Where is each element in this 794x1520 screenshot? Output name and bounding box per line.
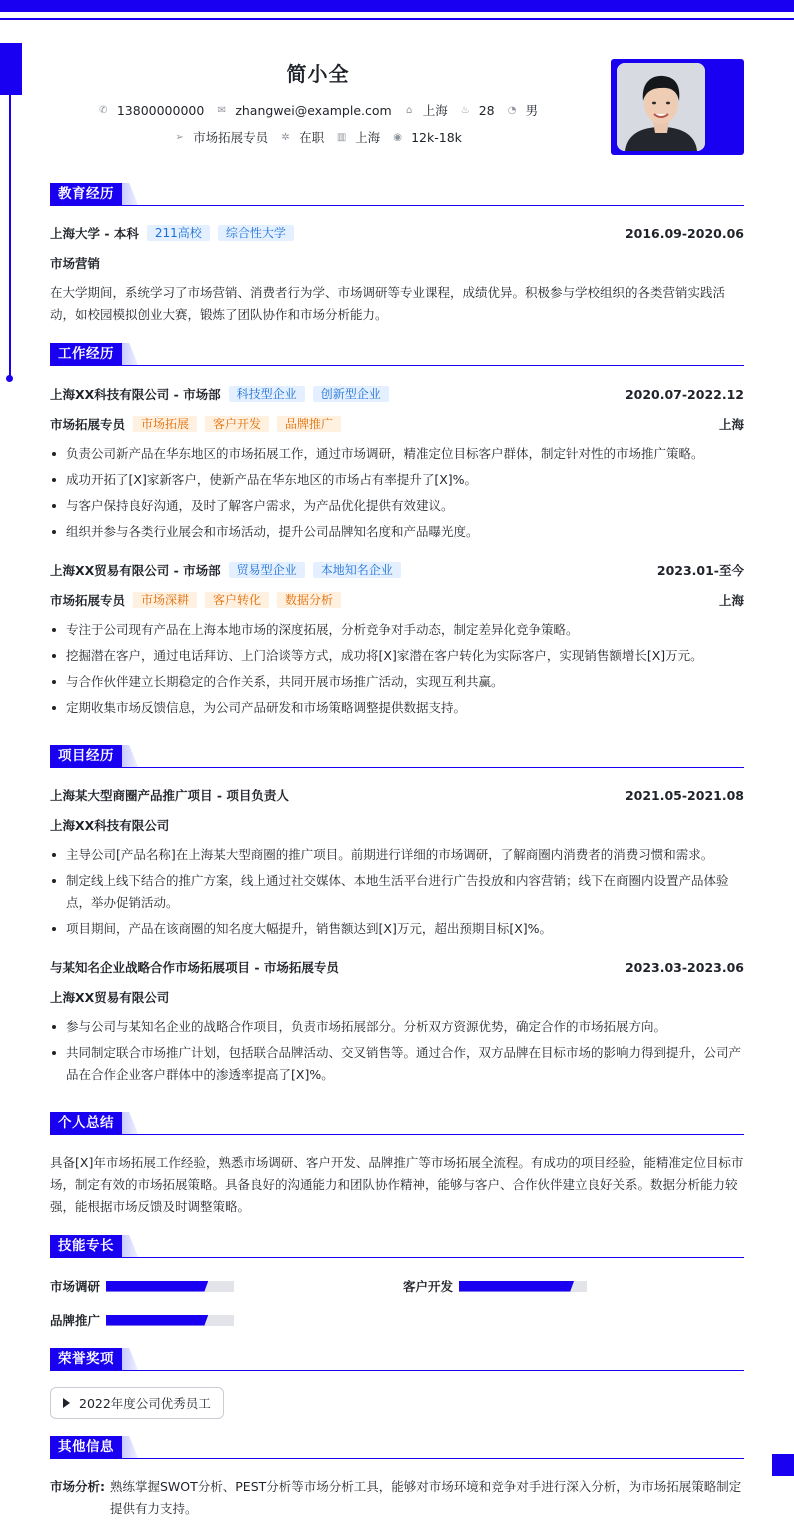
building-icon: ▥ bbox=[336, 131, 347, 143]
work-location: 上海 bbox=[718, 593, 744, 608]
position-tag: 客户开发 bbox=[205, 416, 269, 432]
project-company: 上海XX科技有限公司 bbox=[50, 818, 170, 833]
company-name: 上海XX科技有限公司 - 市场部 bbox=[50, 387, 221, 402]
skill-item bbox=[403, 1277, 587, 1295]
position-tag: 客户转化 bbox=[205, 592, 269, 608]
gear-icon: ✲ bbox=[281, 131, 290, 143]
section-projects bbox=[50, 745, 744, 769]
school-tag: 综合性大学 bbox=[218, 225, 294, 241]
phone-value: 13800000000 bbox=[116, 102, 205, 118]
left-accent-dot bbox=[6, 375, 13, 382]
list-item: 主导公司[产品名称]在上海某大型商圈的推广项目。前期进行详细的市场调研，了解商圈内消费者的消费习惯和需求。 bbox=[50, 844, 744, 866]
skill-item bbox=[50, 1277, 234, 1295]
project-company: 上海XX贸易有限公司 bbox=[50, 990, 170, 1005]
project-date: 2021.05-2021.08 bbox=[624, 787, 744, 803]
cake-icon: ♨ bbox=[460, 104, 470, 116]
section-skills bbox=[50, 1235, 744, 1259]
other-info-key: 市场分析: bbox=[50, 1479, 105, 1494]
work-date: 2020.07-2022.12 bbox=[624, 386, 744, 402]
work-location: 上海 bbox=[718, 417, 744, 432]
section-education-title: 教育经历 bbox=[50, 183, 122, 205]
work-2-header bbox=[50, 561, 744, 579]
award-item[interactable] bbox=[50, 1387, 224, 1419]
skill-bar-fill bbox=[106, 1315, 208, 1326]
top-accent-bar bbox=[0, 0, 794, 12]
project-2-company-row bbox=[50, 988, 744, 1006]
top-accent-line bbox=[0, 18, 794, 20]
education-header bbox=[50, 224, 744, 242]
section-work-title: 工作经历 bbox=[50, 343, 122, 365]
section-honors-title: 荣誉奖项 bbox=[50, 1348, 122, 1370]
target-city-value: 上海 bbox=[355, 130, 381, 145]
contact-row bbox=[0, 101, 636, 119]
position-name: 市场拓展专员 bbox=[50, 417, 126, 432]
section-divider bbox=[50, 1257, 744, 1258]
section-summary bbox=[50, 1112, 744, 1136]
skill-bar bbox=[106, 1315, 234, 1326]
list-item: 专注于公司现有产品在上海本地市场的深度拓展，分析竞争对手动态，制定差异化竞争策略。 bbox=[50, 619, 744, 641]
skill-item bbox=[50, 1311, 234, 1329]
company-tag: 本地知名企业 bbox=[313, 562, 401, 578]
home-icon: ⌂ bbox=[406, 104, 413, 116]
skill-name: 客户开发 bbox=[403, 1279, 454, 1294]
status-item bbox=[280, 128, 324, 146]
position-name: 市场拓展专员 bbox=[50, 593, 126, 608]
section-honors bbox=[50, 1348, 744, 1372]
section-other-title: 其他信息 bbox=[50, 1436, 122, 1458]
list-item: 共同制定联合市场推广计划，包括联合品牌活动、交叉销售等。通过合作，双方品牌在目标市场的影响力得到提升，公司产品在合作企业客户群体中的渗透率提高了[X]%。 bbox=[50, 1042, 744, 1086]
list-item: 与合作伙伴建立长期稳定的合作关系，共同开展市场推广活动，实现互利共赢。 bbox=[50, 671, 744, 693]
section-projects-title: 项目经历 bbox=[50, 745, 122, 767]
list-item: 参与公司与某知名企业的战略合作项目，负责市场拓展部分。分析双方资源优势，确定合作的市场拓展方向。 bbox=[50, 1016, 744, 1038]
expand-triangle-icon bbox=[63, 1398, 70, 1408]
age-item bbox=[460, 103, 495, 118]
position-tag: 数据分析 bbox=[277, 592, 341, 608]
section-summary-title: 个人总结 bbox=[50, 1112, 122, 1134]
school-tag: 211高校 bbox=[147, 225, 210, 241]
education-description: 在大学期间，系统学习了市场营销、消费者行为学、市场调研等专业课程，成绩优异。积极参与学校组织的各类营销实践活动，如校园模拟创业大赛，锻炼了团队协作和市场分析能力。 bbox=[50, 285, 726, 322]
section-other bbox=[50, 1436, 744, 1460]
project-title: 与某知名企业战略合作市场拓展项目 - 市场拓展专员 bbox=[50, 960, 339, 975]
other-info-item bbox=[50, 1476, 744, 1520]
salary-value: 12k-18k bbox=[411, 129, 462, 145]
work-date: 2023.01-至今 bbox=[656, 563, 744, 578]
position-tag: 市场拓展 bbox=[133, 416, 197, 432]
major: 市场营销 bbox=[50, 256, 101, 271]
section-decoration bbox=[122, 1235, 138, 1257]
gender-value: 男 bbox=[525, 103, 539, 118]
position-tag: 品牌推广 bbox=[277, 416, 341, 432]
city-item bbox=[404, 101, 448, 119]
section-decoration bbox=[122, 183, 138, 205]
photo-frame bbox=[611, 59, 744, 155]
section-divider bbox=[50, 1458, 744, 1459]
status-value: 在职 bbox=[299, 130, 325, 145]
project-date: 2023.03-2023.06 bbox=[624, 959, 744, 975]
company-tag: 科技型企业 bbox=[229, 386, 305, 402]
target-city-item bbox=[336, 128, 380, 146]
city-value: 上海 bbox=[422, 103, 448, 118]
section-decoration bbox=[122, 745, 138, 767]
phone-icon: ✆ bbox=[99, 104, 108, 116]
intention-row bbox=[0, 128, 636, 146]
project-1-company-row bbox=[50, 816, 744, 834]
section-divider bbox=[50, 205, 744, 206]
list-item: 挖掘潜在客户，通过电话拜访、上门洽谈等方式，成功将[X]家潜在客户转化为实际客户，实现销售额增长[X]万元。 bbox=[50, 645, 744, 667]
skill-bar bbox=[459, 1281, 587, 1292]
section-divider bbox=[50, 1370, 744, 1371]
list-item: 项目期间，产品在该商圈的知名度大幅提升，销售额达到[X]万元，超出预期目标[X]%。 bbox=[50, 918, 744, 940]
job-item bbox=[174, 128, 268, 146]
list-item: 定期收集市场反馈信息，为公司产品研发和市场策略调整提供数据支持。 bbox=[50, 697, 744, 719]
education-date: 2016.09-2020.06 bbox=[624, 225, 744, 241]
section-decoration bbox=[122, 1112, 138, 1134]
position-tag: 市场深耕 bbox=[133, 592, 197, 608]
candidate-name: 简小全 bbox=[286, 62, 350, 86]
section-skills-title: 技能专长 bbox=[50, 1235, 122, 1257]
age-value: 28 bbox=[478, 102, 495, 118]
list-item: 成功开拓了[X]家新客户，使新产品在华东地区的市场占有率提升了[X]%。 bbox=[50, 469, 744, 491]
avatar bbox=[617, 63, 705, 151]
award-text: 2022年度公司优秀员工 bbox=[79, 1396, 211, 1411]
gender-icon: ◔ bbox=[507, 104, 517, 116]
list-item: 负责公司新产品在华东地区的市场拓展工作，通过市场调研，精准定位目标客户群体，制定针对性的市场推广策略。 bbox=[50, 443, 744, 465]
section-decoration bbox=[122, 1348, 138, 1370]
list-item: 与客户保持良好沟通，及时了解客户需求，为产品优化提供有效建议。 bbox=[50, 495, 744, 517]
phone-item bbox=[98, 103, 204, 118]
skill-name: 品牌推广 bbox=[50, 1313, 101, 1328]
section-education bbox=[50, 183, 744, 207]
coin-icon: ◉ bbox=[393, 131, 402, 143]
work-1-position-row bbox=[50, 415, 744, 433]
work-2-position-row bbox=[50, 591, 744, 609]
other-info-value: 熟练掌握SWOT分析、PEST分析等市场分析工具，能够对市场环境和竞争对手进行深入分析，为市场拓展策略制定提供有力支持。 bbox=[110, 1479, 742, 1516]
section-decoration bbox=[122, 1436, 138, 1458]
section-divider bbox=[50, 1134, 744, 1135]
company-tag: 贸易型企业 bbox=[229, 562, 305, 578]
skill-bar-fill bbox=[106, 1281, 208, 1292]
skill-name: 市场调研 bbox=[50, 1279, 101, 1294]
education-major-row bbox=[50, 254, 744, 272]
section-decoration bbox=[122, 343, 138, 365]
email-value: zhangwei@example.com bbox=[235, 102, 392, 118]
skill-bar bbox=[106, 1281, 234, 1292]
list-item: 组织并参与各类行业展会和市场活动，提升公司品牌知名度和产品曝光度。 bbox=[50, 521, 744, 543]
work-1-header bbox=[50, 385, 744, 403]
project-2-header bbox=[50, 958, 744, 976]
skill-bar-fill bbox=[459, 1281, 574, 1292]
project-1-header bbox=[50, 786, 744, 804]
list-item: 制定线上线下结合的推广方案，线上通过社交媒体、本地生活平台进行广告投放和内容营销；线下在商圈内设置产品体验点，举办促销活动。 bbox=[50, 870, 744, 914]
job-value: 市场拓展专员 bbox=[193, 130, 269, 145]
company-tag: 创新型企业 bbox=[313, 386, 389, 402]
school-name: 上海大学 - 本科 bbox=[50, 226, 139, 241]
summary-text: 具备[X]年市场拓展工作经验，熟悉市场调研、客户开发、品牌推广等市场拓展全流程。有成功的项目经验，能精准定位目标市场，制定有效的市场拓展策略。具备良好的沟通能力和团队协作精神，能够与客户、合作伙伴建立良好关系。数据分析能力较强，能根据市场反馈及时调整策略。 bbox=[50, 1155, 744, 1214]
right-accent-square bbox=[772, 1454, 794, 1476]
project-title: 上海某大型商圈产品推广项目 - 项目负责人 bbox=[50, 788, 289, 803]
mail-icon: ✉ bbox=[217, 104, 227, 116]
email-item bbox=[216, 103, 391, 118]
gender-item bbox=[507, 101, 539, 119]
section-work bbox=[50, 343, 744, 367]
send-icon: ➢ bbox=[175, 131, 184, 143]
company-name: 上海XX贸易有限公司 - 市场部 bbox=[50, 563, 221, 578]
section-divider bbox=[50, 767, 744, 768]
section-divider bbox=[50, 365, 744, 366]
salary-item bbox=[392, 130, 462, 145]
